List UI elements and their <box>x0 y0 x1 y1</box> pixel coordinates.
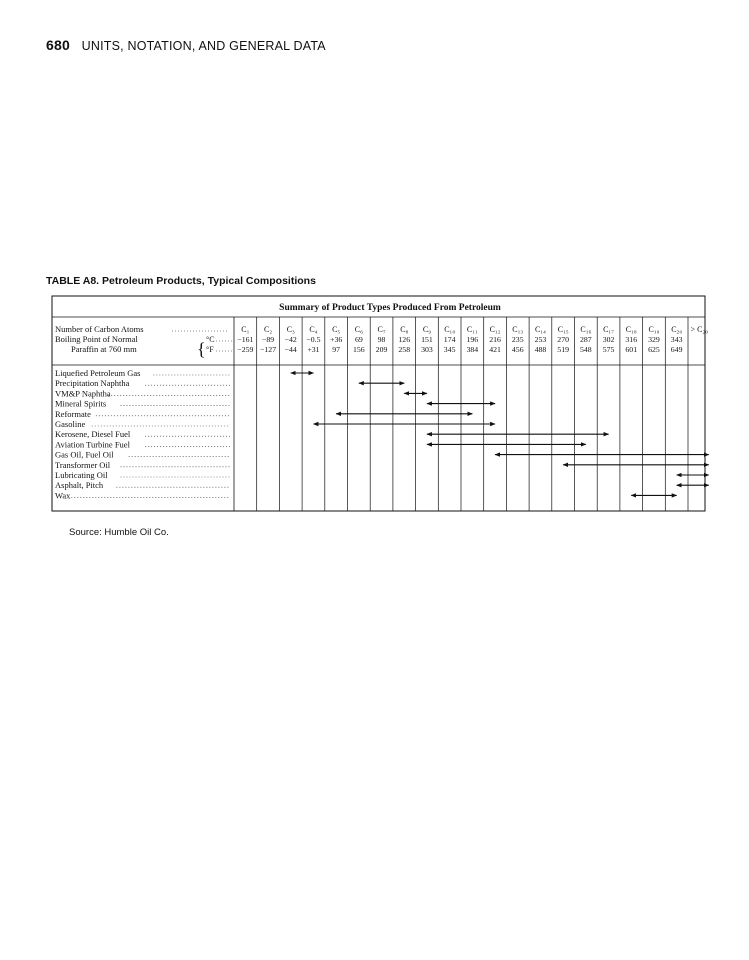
carbon-number: C₁ <box>241 325 250 334</box>
boiling-point-fahrenheit: 625 <box>648 345 660 354</box>
carbon-number: > C₂₀ <box>690 325 709 334</box>
boiling-point-fahrenheit: 258 <box>398 345 411 354</box>
boiling-point-fahrenheit: 421 <box>489 345 501 354</box>
running-head-title: UNITS, NOTATION, AND GENERAL DATA <box>81 39 326 53</box>
boiling-point-celsius: 270 <box>557 335 570 344</box>
boiling-point-celsius: 98 <box>377 335 386 344</box>
brace-glyph: { <box>197 339 206 359</box>
carbon-number: C₁₄ <box>534 325 546 334</box>
boiling-point-celsius: 151 <box>421 335 433 344</box>
carbon-number: C₅ <box>332 325 341 334</box>
celsius-unit: °C <box>206 335 215 344</box>
product-label: Kerosene, Diesel Fuel <box>55 429 131 440</box>
carbon-number: C₁₇ <box>603 325 615 334</box>
boiling-point-celsius: −42 <box>284 335 297 344</box>
boiling-point-fahrenheit: 548 <box>579 345 592 354</box>
product-label: Gasoline <box>55 419 86 429</box>
boiling-point-fahrenheit: 303 <box>421 345 433 354</box>
boiling-point-fahrenheit: −127 <box>260 345 277 354</box>
carbon-number: C₁₆ <box>580 325 592 334</box>
boiling-point-fahrenheit: 156 <box>352 345 365 354</box>
boiling-point-celsius: 69 <box>354 335 363 344</box>
carbon-number: C₂ <box>263 325 273 334</box>
boiling-point-fahrenheit: −44 <box>284 345 297 354</box>
boiling-point-label: Boiling Point of Normal <box>55 334 138 344</box>
boiling-point-fahrenheit: 601 <box>625 345 638 354</box>
boiling-point-celsius: 174 <box>443 335 456 344</box>
carbon-number: C₆ <box>354 325 363 334</box>
product-label: Wax <box>55 490 71 501</box>
summary-title: Summary of Product Types Produced From Petroleum <box>279 303 501 313</box>
boiling-point-celsius: −0.5 <box>306 335 321 344</box>
carbon-number: C₁₅ <box>557 325 569 334</box>
carbon-atoms-label: Number of Carbon Atoms <box>55 324 144 334</box>
product-label: VM&P Naphtha <box>55 388 111 399</box>
fahrenheit-unit: °F <box>206 345 214 354</box>
product-label: Transformer Oil <box>55 459 111 470</box>
boiling-point-fahrenheit: 649 <box>670 345 683 354</box>
boiling-point-fahrenheit: −259 <box>237 345 254 354</box>
boiling-point-fahrenheit: 97 <box>332 345 341 354</box>
paraffin-label-text: Paraffin at 760 mm <box>71 344 137 354</box>
table-caption: TABLE A8. Petroleum Products, Typical Compositions <box>46 275 316 287</box>
carbon-number: C₁₂ <box>489 325 501 334</box>
boiling-point-fahrenheit: 345 <box>443 345 456 354</box>
boiling-point-celsius: 287 <box>579 335 592 344</box>
carbon-number: C₁₈ <box>625 325 637 334</box>
boiling-point-celsius: 196 <box>466 335 479 344</box>
boiling-point-fahrenheit: 384 <box>466 345 479 354</box>
boiling-point-celsius: −161 <box>237 335 254 344</box>
carbon-number: C₇ <box>377 325 386 334</box>
product-label: Precipitation Naphtha <box>55 378 130 389</box>
carbon-number: C₈ <box>400 325 409 334</box>
carbon-number: C₃ <box>286 325 295 334</box>
boiling-point-celsius: 235 <box>511 335 524 344</box>
carbon-number: C₁₃ <box>512 325 524 334</box>
product-label: Liquefied Petroleum Gas <box>55 368 141 378</box>
boiling-point-fahrenheit: 209 <box>375 345 388 354</box>
carbon-number: C₉ <box>422 325 432 334</box>
boiling-point-fahrenheit: 575 <box>602 345 615 354</box>
page-number: 680 <box>46 37 70 53</box>
carbon-number: C₁₉ <box>648 325 660 334</box>
boiling-point-celsius: 216 <box>489 335 501 344</box>
boiling-point-celsius: 316 <box>625 335 638 344</box>
product-label: Gas Oil, Fuel Oil <box>55 449 114 460</box>
boiling-point-celsius: 343 <box>670 335 683 344</box>
boiling-point-celsius: −89 <box>261 335 275 344</box>
carbon-number: C₁₀ <box>444 325 456 334</box>
carbon-number: C₂₀ <box>671 325 683 334</box>
boiling-point-fahrenheit: 519 <box>557 345 570 354</box>
boiling-point-celsius: +36 <box>330 335 343 344</box>
boiling-point-celsius: 302 <box>602 335 615 344</box>
boiling-point-celsius: 126 <box>398 335 411 344</box>
boiling-point-fahrenheit: 456 <box>511 345 524 354</box>
product-label: Lubricating Oil <box>55 470 108 480</box>
boiling-point-celsius: 253 <box>534 335 547 344</box>
boiling-point-fahrenheit: 488 <box>534 345 547 354</box>
product-label: Mineral Spirits <box>55 398 107 409</box>
boiling-point-celsius: 329 <box>648 335 660 344</box>
source-note: Source: Humble Oil Co. <box>69 527 169 538</box>
boiling-point-fahrenheit: +31 <box>307 345 320 354</box>
product-label: Asphalt, Pitch <box>55 480 104 491</box>
product-label: Aviation Turbine Fuel <box>55 439 130 450</box>
carbon-number: C₄ <box>309 325 318 334</box>
product-label: Reformate <box>55 408 91 419</box>
carbon-number: C₁₁ <box>466 325 478 334</box>
